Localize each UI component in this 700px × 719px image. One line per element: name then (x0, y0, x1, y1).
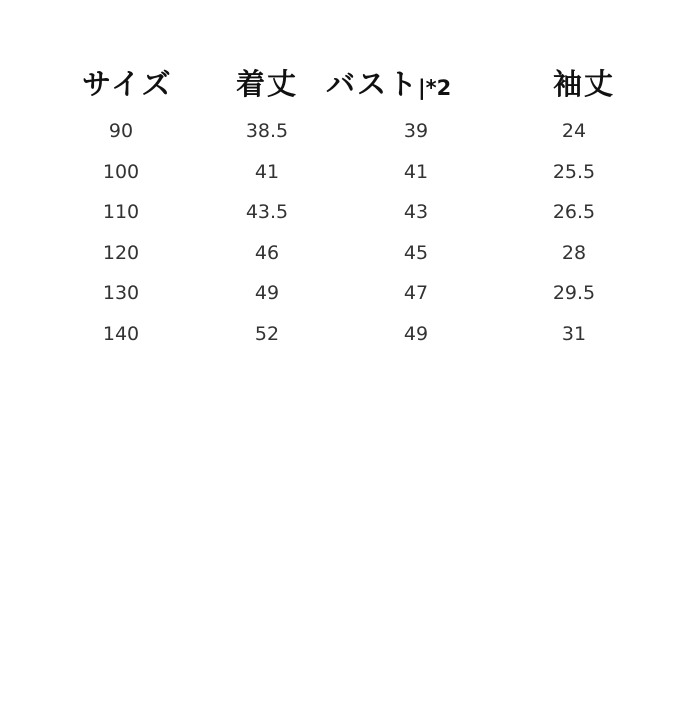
cell-sleeve: 26.5 (552, 201, 596, 223)
header-bust-suffix: |*2 (418, 76, 452, 100)
header-length: 着丈 (236, 67, 299, 101)
cell-bust: 43 (403, 201, 429, 223)
cell-bust: 49 (403, 323, 429, 345)
header-size: サイズ (82, 67, 173, 101)
cell-size: 140 (102, 323, 140, 345)
cell-bust: 47 (403, 282, 429, 304)
header-sleeve: 袖丈 (553, 67, 616, 101)
cell-sleeve: 24 (561, 120, 587, 142)
cell-size: 100 (102, 161, 140, 183)
table-row (0, 281, 700, 321)
table-row (0, 241, 700, 281)
cell-size: 120 (102, 242, 140, 264)
cell-bust: 45 (403, 242, 429, 264)
table-row (0, 119, 700, 159)
table-row (0, 160, 700, 200)
cell-bust: 39 (403, 120, 429, 142)
cell-length: 52 (254, 323, 280, 345)
cell-sleeve: 29.5 (552, 282, 596, 304)
cell-sleeve: 31 (561, 323, 587, 345)
cell-size: 110 (102, 201, 140, 223)
cell-size: 130 (102, 282, 140, 304)
cell-length: 43.5 (245, 201, 289, 223)
cell-length: 46 (254, 242, 280, 264)
cell-sleeve: 25.5 (552, 161, 596, 183)
cell-sleeve: 28 (561, 242, 587, 264)
cell-length: 41 (254, 161, 280, 183)
table-row (0, 200, 700, 240)
cell-length: 49 (254, 282, 280, 304)
cell-size: 90 (108, 120, 134, 142)
header-bust: バスト (326, 67, 420, 101)
cell-length: 38.5 (245, 120, 289, 142)
cell-bust: 41 (403, 161, 429, 183)
table-row (0, 322, 700, 362)
